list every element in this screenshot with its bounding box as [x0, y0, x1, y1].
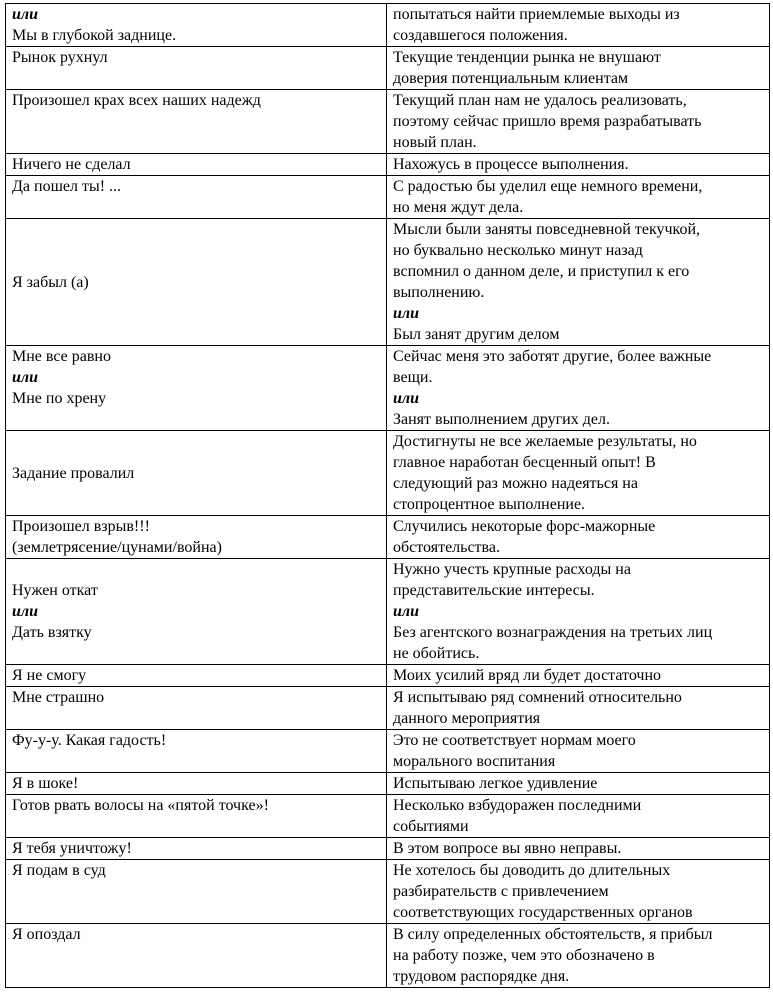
- formal-phrase-cell: [387, 687, 770, 730]
- table-row: [6, 730, 770, 773]
- phrase-line: следующий раз можно надеяться на: [393, 475, 638, 492]
- phrase-line: стопроцентное выполнение.: [393, 496, 586, 513]
- or-separator: или: [12, 6, 39, 23]
- table-row: [6, 559, 770, 665]
- phrase-line: создавшегося положения.: [393, 27, 568, 44]
- formal-phrase-cell: [387, 4, 770, 47]
- table-row: [6, 773, 770, 795]
- phrase-line: Был занят другим делом: [393, 326, 560, 343]
- phrase-line: Моих усилий вряд ли будет достаточно: [393, 667, 662, 684]
- table-row: [6, 860, 770, 924]
- phrase-line: соответствующих государственных органов: [393, 904, 693, 921]
- informal-phrase-cell: [6, 730, 387, 773]
- phrase-line: Мне все равно: [12, 348, 111, 365]
- formal-phrase-cell: [387, 730, 770, 773]
- table-row: [6, 431, 770, 516]
- informal-phrase-cell: [6, 773, 387, 795]
- informal-phrase-cell: [6, 154, 387, 176]
- phrase-table-body: [6, 4, 770, 988]
- formal-phrase-cell: [387, 90, 770, 154]
- phrase-line: Я испытываю ряд сомнений относительно: [393, 689, 682, 706]
- phrase-line: обстоятельства.: [393, 539, 500, 556]
- phrase-line: Мне страшно: [12, 689, 105, 706]
- table-row: [6, 838, 770, 860]
- formal-phrase-cell: [387, 860, 770, 924]
- phrase-line: Занят выполнением других дел.: [393, 411, 610, 428]
- informal-phrase-cell: [6, 90, 387, 154]
- phrase-line: данного мероприятия: [393, 710, 541, 727]
- phrase-line: вспомнил о данном деле, и приступил к его: [393, 263, 690, 280]
- informal-phrase-cell: [6, 795, 387, 838]
- informal-phrase-cell: [6, 346, 387, 431]
- phrase-line: Без агентского вознаграждения на третьих лиц: [393, 624, 713, 641]
- formal-phrase-cell: [387, 47, 770, 90]
- phrase-line: Дать взятку: [12, 624, 92, 641]
- informal-phrase-cell: [6, 219, 387, 346]
- phrase-line: Несколько взбудоражен последними: [393, 797, 642, 814]
- formal-phrase-cell: [387, 219, 770, 346]
- phrase-line: представительские интересы.: [393, 582, 595, 599]
- table-row: [6, 4, 770, 47]
- phrase-line: Это не соответствует нормам моего: [393, 732, 636, 749]
- phrase-line: главное наработан бесценный опыт! В: [393, 454, 656, 471]
- phrase-line: Мы в глубокой заднице.: [12, 27, 177, 44]
- or-separator: или: [393, 305, 420, 322]
- phrase-line: Рынок рухнул: [12, 49, 108, 66]
- formal-phrase-cell: [387, 924, 770, 988]
- phrase-line: но буквально несколько минут назад: [393, 242, 643, 259]
- phrase-line: Сейчас меня это заботят другие, более важные: [393, 348, 712, 365]
- table-row: [6, 687, 770, 730]
- phrase-line: В силу определенных обстоятельств, я прибыл: [393, 926, 713, 943]
- phrase-line: Не хотелось бы доводить до длительных: [393, 862, 671, 879]
- phrase-line: Я забыл (а): [12, 273, 89, 291]
- phrase-line: Произошел крах всех наших надежд: [12, 92, 261, 109]
- or-separator: или: [393, 390, 420, 407]
- phrase-line: В этом вопросе вы явно неправы.: [393, 840, 622, 857]
- phrase-line: Испытываю легкое удивление: [393, 775, 598, 792]
- informal-phrase-cell: [6, 559, 387, 665]
- formal-phrase-cell: [387, 773, 770, 795]
- phrase-line: Я в шоке!: [12, 775, 79, 792]
- phrase-line: Произошел взрыв!!!: [12, 518, 150, 535]
- phrase-line: Нужно учесть крупные расходы на: [393, 561, 631, 578]
- informal-phrase-cell: [6, 665, 387, 687]
- phrase-line: Я подам в суд: [12, 862, 106, 879]
- phrase-line: доверия потенциальным клиентам: [393, 70, 629, 87]
- phrase-line: Нужен откат: [12, 582, 98, 599]
- phrase-line: новый план.: [393, 134, 477, 151]
- table-row: [6, 154, 770, 176]
- table-row: [6, 219, 770, 346]
- formal-phrase-cell: [387, 346, 770, 431]
- phrase-line: попытаться найти приемлемые выходы из: [393, 6, 680, 23]
- phrase-line: поэтому сейчас пришло время разрабатывать: [393, 113, 702, 130]
- formal-phrase-cell: [387, 838, 770, 860]
- phrase-line: Да пошел ты! ...: [12, 178, 122, 195]
- table-row: [6, 516, 770, 559]
- formal-phrase-cell: [387, 154, 770, 176]
- formal-phrase-cell: [387, 795, 770, 838]
- formal-phrase-cell: [387, 559, 770, 665]
- phrase-line: (землетрясение/цунами/война): [12, 539, 222, 556]
- or-separator: или: [12, 369, 39, 386]
- phrase-line: Я опоздал: [12, 926, 81, 943]
- informal-phrase-cell: [6, 838, 387, 860]
- phrase-line: выполнению.: [393, 284, 485, 301]
- table-row: [6, 665, 770, 687]
- phrase-table: [5, 3, 770, 988]
- informal-phrase-cell: [6, 176, 387, 219]
- table-row: [6, 176, 770, 219]
- phrase-line: но меня ждут дела.: [393, 199, 524, 216]
- phrase-line: Текущий план нам не удалось реализовать,: [393, 92, 687, 109]
- phrase-line: Ничего не сделал: [12, 156, 131, 173]
- phrase-line: на работу позже, чем это обозначено в: [393, 947, 655, 964]
- phrase-line: морального воспитания: [393, 753, 556, 770]
- informal-phrase-cell: [6, 860, 387, 924]
- phrase-line: Готов рвать волосы на «пятой точке»!: [12, 797, 269, 814]
- formal-phrase-cell: [387, 431, 770, 516]
- phrase-line: разбирательств с привлечением: [393, 883, 609, 900]
- informal-phrase-cell: [6, 687, 387, 730]
- phrase-line: С радостью бы уделил еще немного времени,: [393, 178, 703, 195]
- table-row: [6, 47, 770, 90]
- informal-phrase-cell: [6, 4, 387, 47]
- formal-phrase-cell: [387, 665, 770, 687]
- phrase-line: Нахожусь в процессе выполнения.: [393, 156, 629, 173]
- informal-phrase-cell: [6, 47, 387, 90]
- formal-phrase-cell: [387, 176, 770, 219]
- table-row: [6, 90, 770, 154]
- table-row: [6, 924, 770, 988]
- table-row: [6, 346, 770, 431]
- phrase-line: Мысли были заняты повседневной текучкой,: [393, 221, 701, 238]
- informal-phrase-cell: [6, 516, 387, 559]
- phrase-line: Я тебя уничтожу!: [12, 840, 132, 857]
- table-row: [6, 795, 770, 838]
- or-separator: или: [393, 603, 420, 620]
- phrase-line: Задание провалил: [12, 464, 135, 482]
- phrase-line: событиями: [393, 818, 469, 835]
- informal-phrase-cell: [6, 924, 387, 988]
- phrase-line: Случились некоторые форс-мажорные: [393, 518, 656, 535]
- formal-phrase-cell: [387, 516, 770, 559]
- phrase-line: Мне по хрену: [12, 390, 107, 407]
- phrase-line: Я не смогу: [12, 667, 87, 684]
- or-separator: или: [12, 603, 39, 620]
- phrase-line: вещи.: [393, 369, 433, 386]
- phrase-line: трудовом распорядке дня.: [393, 968, 570, 985]
- phrase-line: не обойтись.: [393, 645, 480, 662]
- phrase-line: Текущие тенденции рынка не внушают: [393, 49, 661, 66]
- informal-phrase-cell: [6, 431, 387, 516]
- phrase-line: Достигнуты не все желаемые результаты, но: [393, 433, 697, 450]
- phrase-line: Фу-у-у. Какая гадость!: [12, 732, 167, 749]
